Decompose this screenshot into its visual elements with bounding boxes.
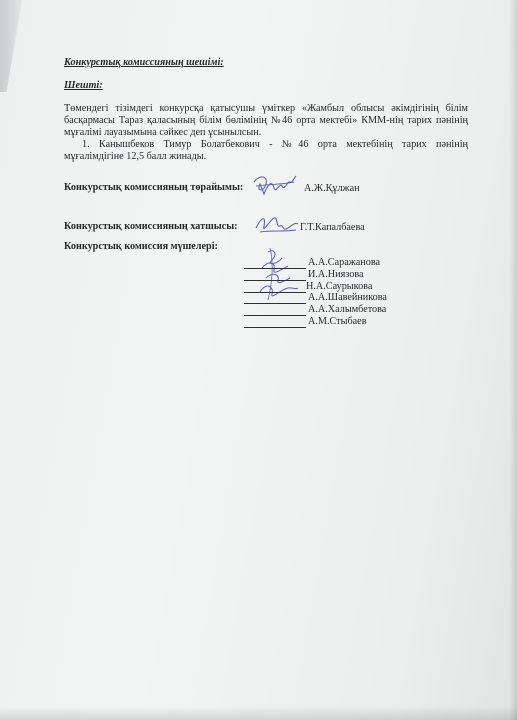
intro-line-1: Төмендегі тізімдегі конкурсқа қатысушы үміткер «Жамбыл облысы әкімдігінің білім (64, 103, 468, 114)
member-name-5: А.А.Халымбетова (308, 304, 387, 315)
secretary-name: Г.Т.Капалбаева (300, 222, 365, 233)
member-name-2: И.А.Ниязова (308, 269, 364, 280)
page-edge-shadow (509, 0, 517, 720)
member-signature-line (244, 280, 306, 281)
candidate-line-1: 1. Канышбеков Тимур Болатбекович - №46 орта мектебінің тарих пәнінің (82, 139, 468, 150)
chair-label: Конкурстық комиссияның төрайымы: (64, 182, 244, 193)
intro-line-3: мұғалімі лауазымына сәйкес деп ұсынылсын. (64, 127, 262, 138)
member-name-6: А.М.Стыбаев (308, 316, 367, 327)
members-signatures (248, 244, 308, 304)
decided-subheading: Шешті: (64, 80, 103, 91)
chair-signature (250, 170, 300, 200)
secretary-label: Конкурстық комиссияның хатшысы: (64, 221, 238, 232)
member-signature-line (244, 292, 306, 293)
member-signature-line (244, 315, 306, 316)
member-signature-line (244, 303, 306, 304)
chair-name: А.Ж.Құлжан (304, 183, 360, 194)
members-label: Конкурстық комиссия мүшелері: (64, 241, 218, 252)
page-bottom-shadow (0, 706, 517, 720)
member-signature-line (244, 327, 306, 328)
member-name-4: А.А.Шавейникова (308, 292, 387, 303)
member-name-1: А.А.Саражанова (308, 257, 381, 268)
member-signature-line (244, 268, 306, 269)
candidate-line-2: мұғалімдігіне 12,5 балл жинады. (64, 151, 207, 162)
folded-corner (0, 0, 22, 92)
secretary-signature (252, 210, 302, 240)
intro-line-2: басқармасы Тараз қаласының білім бөлімінің №46 орта мектебі» КММ-нің тарих пәнінің (64, 115, 468, 126)
member-name-3: Н.А.Саурыкова (306, 281, 373, 292)
decision-heading: Конкурстық комиссияның шешімі: (64, 57, 224, 68)
